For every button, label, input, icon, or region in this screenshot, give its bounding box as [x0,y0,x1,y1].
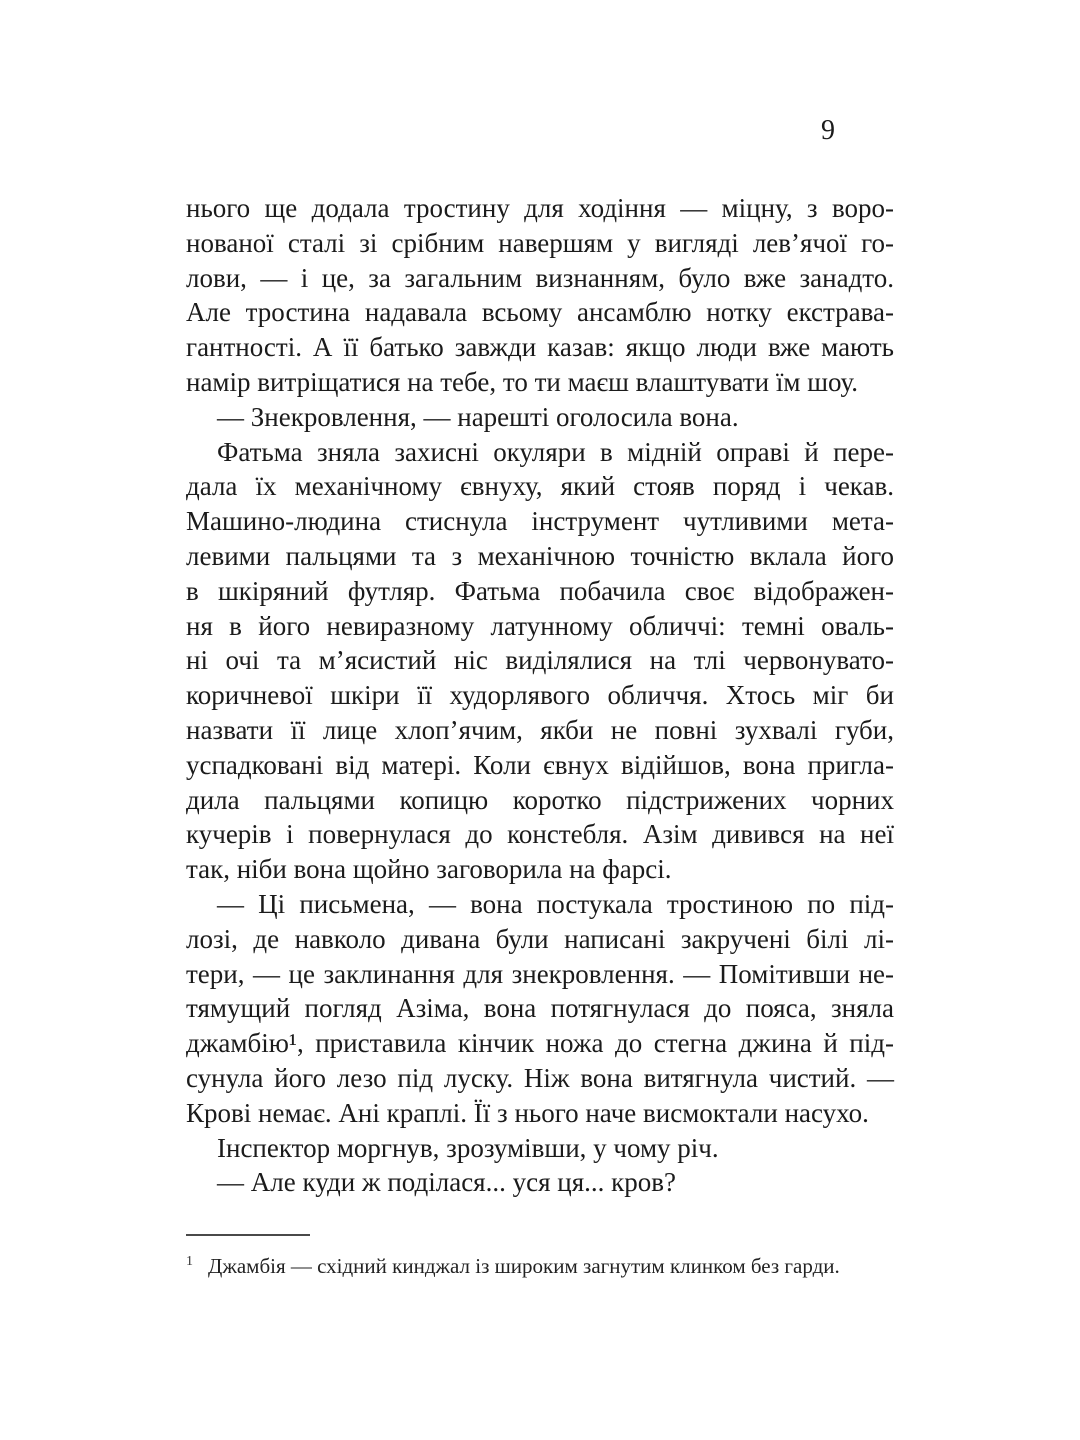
text-block [186,191,894,1200]
footnote-text-line [186,1248,894,1280]
footnote-text: Джамбія — східний кинджал із широким загнутим клинком без гарди. [208,1254,840,1278]
text-line: сунула його лезо під луску. Ніж вона витягнула чистий. — [186,1062,894,1093]
text-line: назвати її лице хлоп’ячим, якби не повні зухвалі губи, [186,714,894,745]
text-line: тямущий погляд Азіма, вона потягнулася до пояса, зняла [186,993,894,1024]
text-line: дила пальцями копицю коротко підстрижених чорних [186,784,894,815]
text-line: в шкіряний футляр. Фатьма побачила своє відображен- [186,575,894,606]
text-line: лозі, де навколо дивана були написані закручені білі лі- [186,923,894,954]
text-line: ня в його невиразному латунному обличчі: темні оваль- [186,610,894,641]
text-line: нього ще додала тростину для ходіння — міцну, з воро- [186,193,894,223]
footnote-marker: 1 [186,1254,193,1269]
footnote-separator [186,1234,310,1236]
text-line: левими пальцями та з механічною точністю вклала його [186,540,894,571]
text-line: джамбію¹, приставила кінчик ножа до стегна джина й під- [186,1028,894,1059]
text-line: — Знекровлення, — нарешті оголосила вона. [217,401,739,432]
text-line: нованої сталі зі срібним навершям у вигляді лев’ячої го- [186,227,894,258]
page-number: 9 [821,115,835,146]
text-line: ні очі та м’ясистий ніс виділялися на тлі червонувато- [186,645,894,676]
text-line: Крові немає. Ані краплі. Її з нього наче висмоктали насухо. [186,1097,869,1128]
text-line: коричневої шкіри її худорлявого обличчя. Хтось міг би [186,680,894,711]
text-line: гантності. А її батько завжди казав: якщо люди вже мають [186,332,894,363]
text-line: кучерів і повернулася до констебля. Азім дивився на неї [186,819,894,850]
text-line: намір витріщатися на тебе, то ти маєш влаштувати їм шоу. [186,366,859,397]
text-line: лови, — і це, за загальним визнанням, було вже занадто. [186,262,894,293]
footnote [186,1234,894,1280]
text-line: тери, — це заклинання для знекровлення. — Помітивши не- [186,958,894,989]
text-line: — Але куди ж поділася... уся ця... кров? [217,1167,676,1198]
text-line: Машино-людина стиснула інструмент чутливими мета- [186,506,894,537]
text-line: Фатьма зняла захисні окуляри в мідній оправі й пере- [217,436,894,467]
text-line: Але тростина надавала всьому ансамблю нотку екстрава- [186,297,894,328]
text-line: Інспектор моргнув, зрозумівши, у чому річ. [217,1132,719,1163]
text-line: дала їх механічному євнуху, який стояв поряд і чекав. [186,471,894,502]
text-line: — Ці письмена, — вона постукала тростиною по під- [217,888,894,919]
text-line: успадковані від матері. Коли євнух відійшов, вона пригла- [186,749,894,780]
text-line: так, ніби вона щойно заговорила на фарсі. [186,854,672,885]
